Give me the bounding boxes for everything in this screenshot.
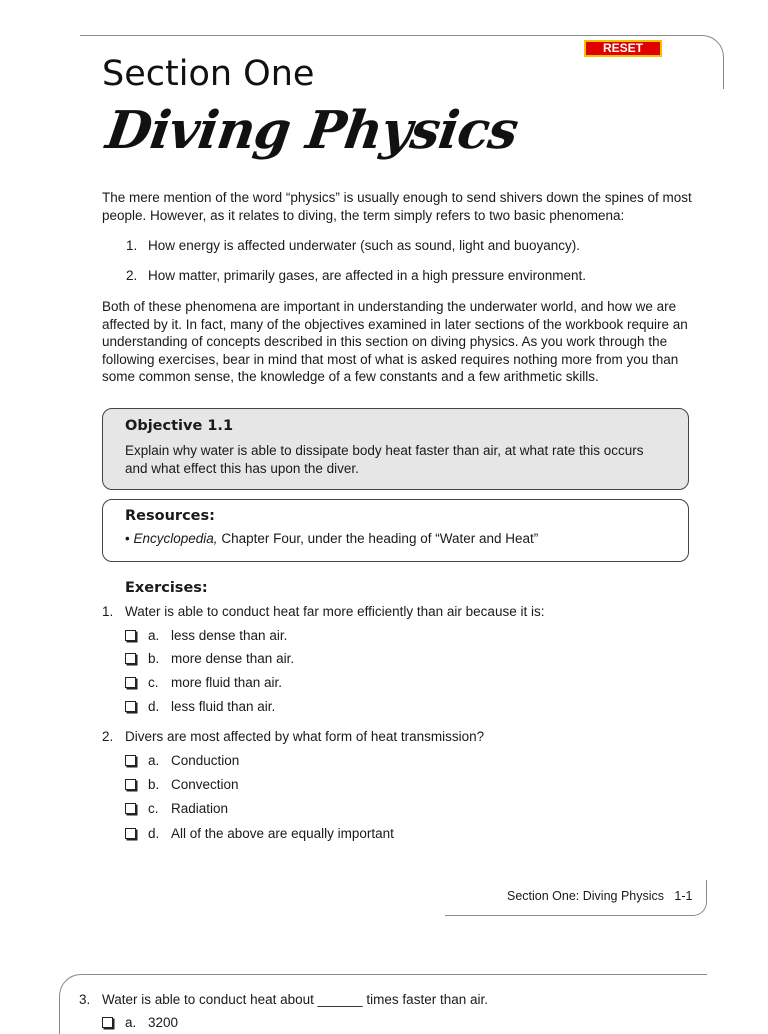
checkbox[interactable]	[125, 701, 136, 712]
intro-paragraph: The mere mention of the word “physics” is usually enough to send shivers down the spines of most people. However, as it relates to diving, the term simply refers to two basic phenomena:	[102, 190, 692, 223]
option-text: more dense than air.	[171, 651, 295, 666]
checkbox[interactable]	[102, 1017, 113, 1028]
option-letter: c.	[148, 675, 159, 690]
question-number: 3.	[79, 992, 91, 1007]
question-text: Water is able to conduct heat far more efficiently than air because it is:	[125, 604, 545, 619]
question-text: Water is able to conduct heat about ______ times faster than air.	[102, 992, 488, 1007]
answer-option[interactable]	[125, 800, 228, 817]
bullet: •	[125, 531, 130, 546]
answer-option[interactable]	[125, 627, 287, 644]
chapter-title: Diving Physics	[102, 100, 522, 161]
option-letter: c.	[148, 801, 159, 816]
resources-box	[102, 499, 689, 562]
option-letter: b.	[148, 777, 160, 792]
option-text: less fluid than air.	[171, 699, 276, 714]
option-text: less dense than air.	[171, 628, 288, 643]
body-paragraph: Both of these phenomena are important in understanding the underwater world, and how we are affected by it. In fact, many of the objectives examined in later sections of the workbook require an understanding of concepts described in this section on diving physics. As you work through the following exercises, bear in mind that most of what is asked requires nothing more from you than some common sense, the knowledge of a few constants and a few arithmetic skills.	[102, 299, 688, 384]
question-text: Divers are most affected by what form of heat transmission?	[125, 729, 485, 744]
option-text: Conduction	[171, 753, 240, 768]
option-text: Radiation	[171, 801, 229, 816]
option-text: 3200	[148, 1015, 179, 1030]
option-letter: b.	[148, 651, 160, 666]
option-text: more fluid than air.	[171, 675, 283, 690]
phenomenon-text: How energy is affected underwater (such as sound, light and buoyancy).	[148, 238, 580, 253]
answer-option[interactable]	[125, 825, 394, 842]
phenomenon-item	[126, 237, 580, 254]
phenomenon-item	[126, 267, 586, 284]
answer-option[interactable]	[125, 752, 239, 769]
answer-option[interactable]	[102, 1014, 178, 1031]
phenomenon-text: How matter, primarily gases, are affected in a high pressure environment.	[148, 268, 586, 283]
phenomenon-number: 1.	[126, 238, 138, 253]
checkbox[interactable]	[125, 803, 136, 814]
checkbox[interactable]	[125, 779, 136, 790]
checkbox[interactable]	[125, 630, 136, 641]
option-letter: d.	[148, 699, 160, 714]
answer-option[interactable]	[125, 776, 239, 793]
resource-item	[125, 530, 665, 548]
option-text: Convection	[171, 777, 239, 792]
question-1	[102, 603, 544, 620]
resource-detail: Chapter Four, under the heading of “Water and Heat”	[217, 531, 539, 546]
option-letter: a.	[148, 753, 160, 768]
question-3	[79, 991, 488, 1008]
answer-option[interactable]	[125, 698, 275, 715]
question-number: 1.	[102, 604, 114, 619]
answer-option[interactable]	[125, 650, 294, 667]
option-letter: a.	[148, 628, 160, 643]
question-number: 2.	[102, 729, 114, 744]
objective-text: Explain why water is able to dissipate body heat faster than air, at what rate this occurs and what effect this has upon the diver.	[125, 443, 644, 476]
objective-box	[102, 408, 689, 490]
exercises-heading: Exercises:	[125, 580, 208, 596]
resource-title: Encyclopedia,	[133, 531, 218, 546]
checkbox[interactable]	[125, 828, 136, 839]
page-footer: Section One: Diving Physics 1-1	[507, 889, 693, 903]
objective-heading: Objective 1.1	[125, 418, 234, 434]
section-title: Section One	[102, 54, 315, 94]
question-2	[102, 728, 484, 745]
option-letter: a.	[125, 1015, 137, 1030]
phenomenon-number: 2.	[126, 268, 138, 283]
resources-heading: Resources:	[125, 508, 215, 524]
answer-option[interactable]	[125, 674, 282, 691]
option-letter: d.	[148, 826, 160, 841]
reset-button[interactable]: RESET	[584, 40, 662, 57]
checkbox[interactable]	[125, 677, 136, 688]
checkbox[interactable]	[125, 755, 136, 766]
checkbox[interactable]	[125, 653, 136, 664]
option-text: All of the above are equally important	[171, 826, 394, 841]
